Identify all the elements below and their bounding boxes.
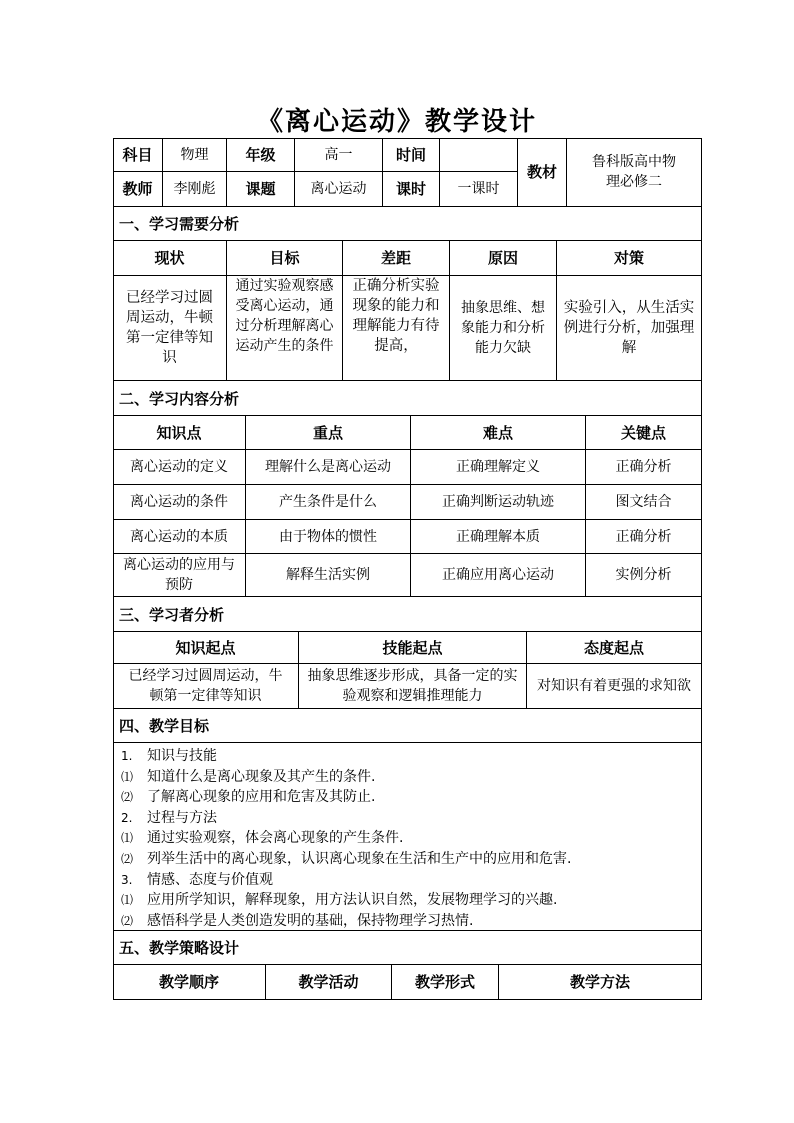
teacher-value: 李刚彪 [163,172,227,207]
grade-label: 年级 [227,138,295,172]
section3-heading: 三、学习者分析 [113,597,702,632]
s1-header-status: 现状 [113,241,227,276]
s3-knowledge-cell: 已经学习过圆周运动，牛顿第一定律等知识 [113,664,299,709]
s3-header-attitude: 态度起点 [527,632,702,664]
s2-r4-c2: 解释生活实例 [246,554,411,597]
s2-header-critical: 关键点 [586,416,702,450]
topic-value: 离心运动 [295,172,383,207]
s1-goal-cell: 通过实验观察感受离心运动，通过分析理解离心运动产生的条件 [227,276,343,381]
section2-heading: 二、学习内容分析 [113,381,702,416]
s2-r1-c3: 正确理解定义 [411,450,586,485]
s5-header-activity: 教学活动 [266,965,392,1000]
s2-r3-c3: 正确理解本质 [411,520,586,554]
s5-header-order: 教学顺序 [113,965,266,1000]
s1-cause-cell: 抽象思维、想象能力和分析能力欠缺 [450,276,557,381]
textbook-label: 教材 [518,138,567,207]
hours-label: 课时 [383,172,440,207]
goal-line: 3. 情感、态度与价值观 [121,871,273,888]
s3-attitude-cell: 对知识有着更强的求知欲 [527,664,702,709]
subject-value: 物理 [163,138,227,172]
s2-header-key: 重点 [246,416,411,450]
s2-header-knowledge: 知识点 [113,416,246,450]
grade-value: 高一 [295,138,383,172]
s1-gap-cell: 正确分析实验现象的能力和理解能力有待提高， [343,276,450,381]
section1-heading: 一、学习需要分析 [113,207,702,241]
section4-heading: 四、教学目标 [113,709,702,743]
goal-line: 2. 过程与方法 [121,809,217,826]
goal-line: ⑴ 通过实验观察，体会离心现象的产生条件. [121,830,404,847]
subject-label: 科目 [113,138,163,172]
s2-r1-c4: 正确分析 [586,450,702,485]
textbook-value: 鲁科版高中物理必修二 [567,138,702,207]
s1-status-cell: 已经学习过圆周运动，牛顿第一定律等知识 [113,276,227,381]
goal-line: ⑵ 了解离心现象的应用和危害及其防止. [121,789,376,806]
s1-header-cause: 原因 [450,241,557,276]
s2-r2-c3: 正确判断运动轨迹 [411,485,586,520]
s2-r4-c3: 正确应用离心运动 [411,554,586,597]
s2-r2-c2: 产生条件是什么 [246,485,411,520]
time-label: 时间 [383,138,440,172]
s2-r1-c2: 理解什么是离心运动 [246,450,411,485]
s2-r2-c4: 图文结合 [586,485,702,520]
hours-value: 一课时 [440,172,518,207]
s5-header-form: 教学形式 [392,965,499,1000]
s1-strategy-cell: 实验引入，从生活实例进行分析，加强理解 [557,276,702,381]
s2-r1-c1: 离心运动的定义 [113,450,246,485]
s2-r4-c4: 实例分析 [586,554,702,597]
goal-line: ⑵ 感悟科学是人类创造发明的基础，保持物理学习热情. [121,912,474,929]
s1-header-strategy: 对策 [557,241,702,276]
teaching-goals-list [113,743,702,931]
s1-header-gap: 差距 [343,241,450,276]
topic-label: 课题 [227,172,295,207]
goal-line: ⑵ 列举生活中的离心现象，认识离心现象在生活和生产中的应用和危害. [121,850,572,867]
document-title: 《离心运动》教学设计 [256,107,537,137]
goal-line: 1. 知识与技能 [121,748,217,764]
goal-line: ⑴ 应用所学知识，解释现象，用方法认识自然，发展物理学习的兴趣. [121,892,558,909]
goal-line: ⑴ 知道什么是离心现象及其产生的条件. [121,768,376,785]
s2-r4-c1: 离心运动的应用与预防 [113,554,246,597]
s3-header-skill: 技能起点 [299,632,527,664]
s1-header-goal: 目标 [227,241,343,276]
s2-header-difficulty: 难点 [411,416,586,450]
s2-r3-c2: 由于物体的惯性 [246,520,411,554]
time-value [440,138,518,172]
teacher-label: 教师 [113,172,163,207]
s2-r3-c4: 正确分析 [586,520,702,554]
s3-skill-cell: 抽象思维逐步形成，具备一定的实验观察和逻辑推理能力 [299,664,527,709]
section5-heading: 五、教学策略设计 [113,931,702,965]
s2-r2-c1: 离心运动的条件 [113,485,246,520]
s3-header-knowledge: 知识起点 [113,632,299,664]
s5-header-method: 教学方法 [499,965,702,1000]
s2-r3-c1: 离心运动的本质 [113,520,246,554]
